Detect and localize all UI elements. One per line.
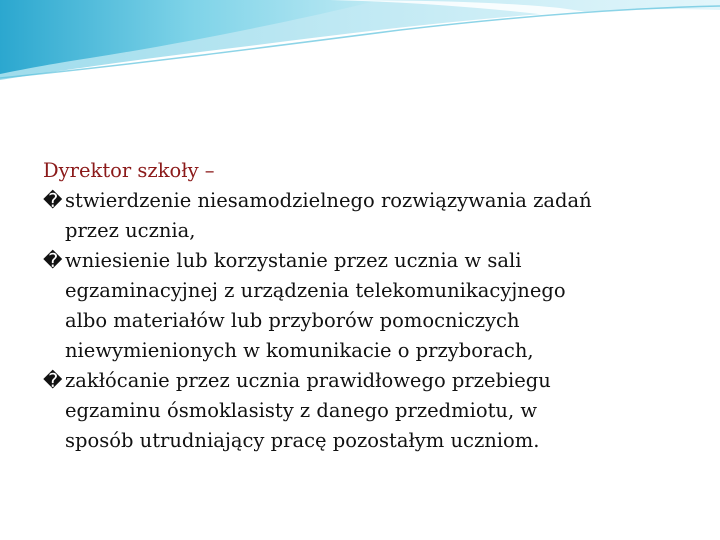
bullet-line: egzaminacyjnej z urządzenia telekomunikacyjnego bbox=[65, 279, 566, 302]
bullet-line: niewymienionych w komunikacie o przyborach, bbox=[65, 339, 534, 362]
slide-title: Dyrektor szkoły – bbox=[43, 159, 215, 182]
bullet-item-3 bbox=[43, 366, 683, 456]
bullet-line: przez ucznia, bbox=[65, 219, 196, 242]
bullet-marker-icon: � bbox=[43, 370, 63, 392]
bullet-line: egzaminu ósmoklasisty z danego przedmiotu, w bbox=[65, 399, 538, 422]
wave-front bbox=[0, 0, 380, 74]
header-wave-decoration bbox=[0, 0, 720, 90]
bullet-item-1 bbox=[43, 186, 683, 246]
bullet-marker-icon: � bbox=[43, 250, 63, 272]
slide-content bbox=[43, 156, 683, 456]
bullet-line: albo materiałów lub przyborów pomocniczych bbox=[65, 309, 520, 332]
bullet-line: stwierdzenie niesamodzielnego rozwiązywania zadań bbox=[65, 189, 592, 212]
bullet-line: sposób utrudniający pracę pozostałym uczniom. bbox=[65, 429, 540, 452]
bullet-line: zakłócanie przez ucznia prawidłowego przebiegu bbox=[65, 369, 551, 392]
bullet-line: wniesienie lub korzystanie przez ucznia w sali bbox=[65, 249, 522, 272]
bullet-marker-icon: � bbox=[43, 190, 63, 212]
bullet-item-2 bbox=[43, 246, 683, 366]
